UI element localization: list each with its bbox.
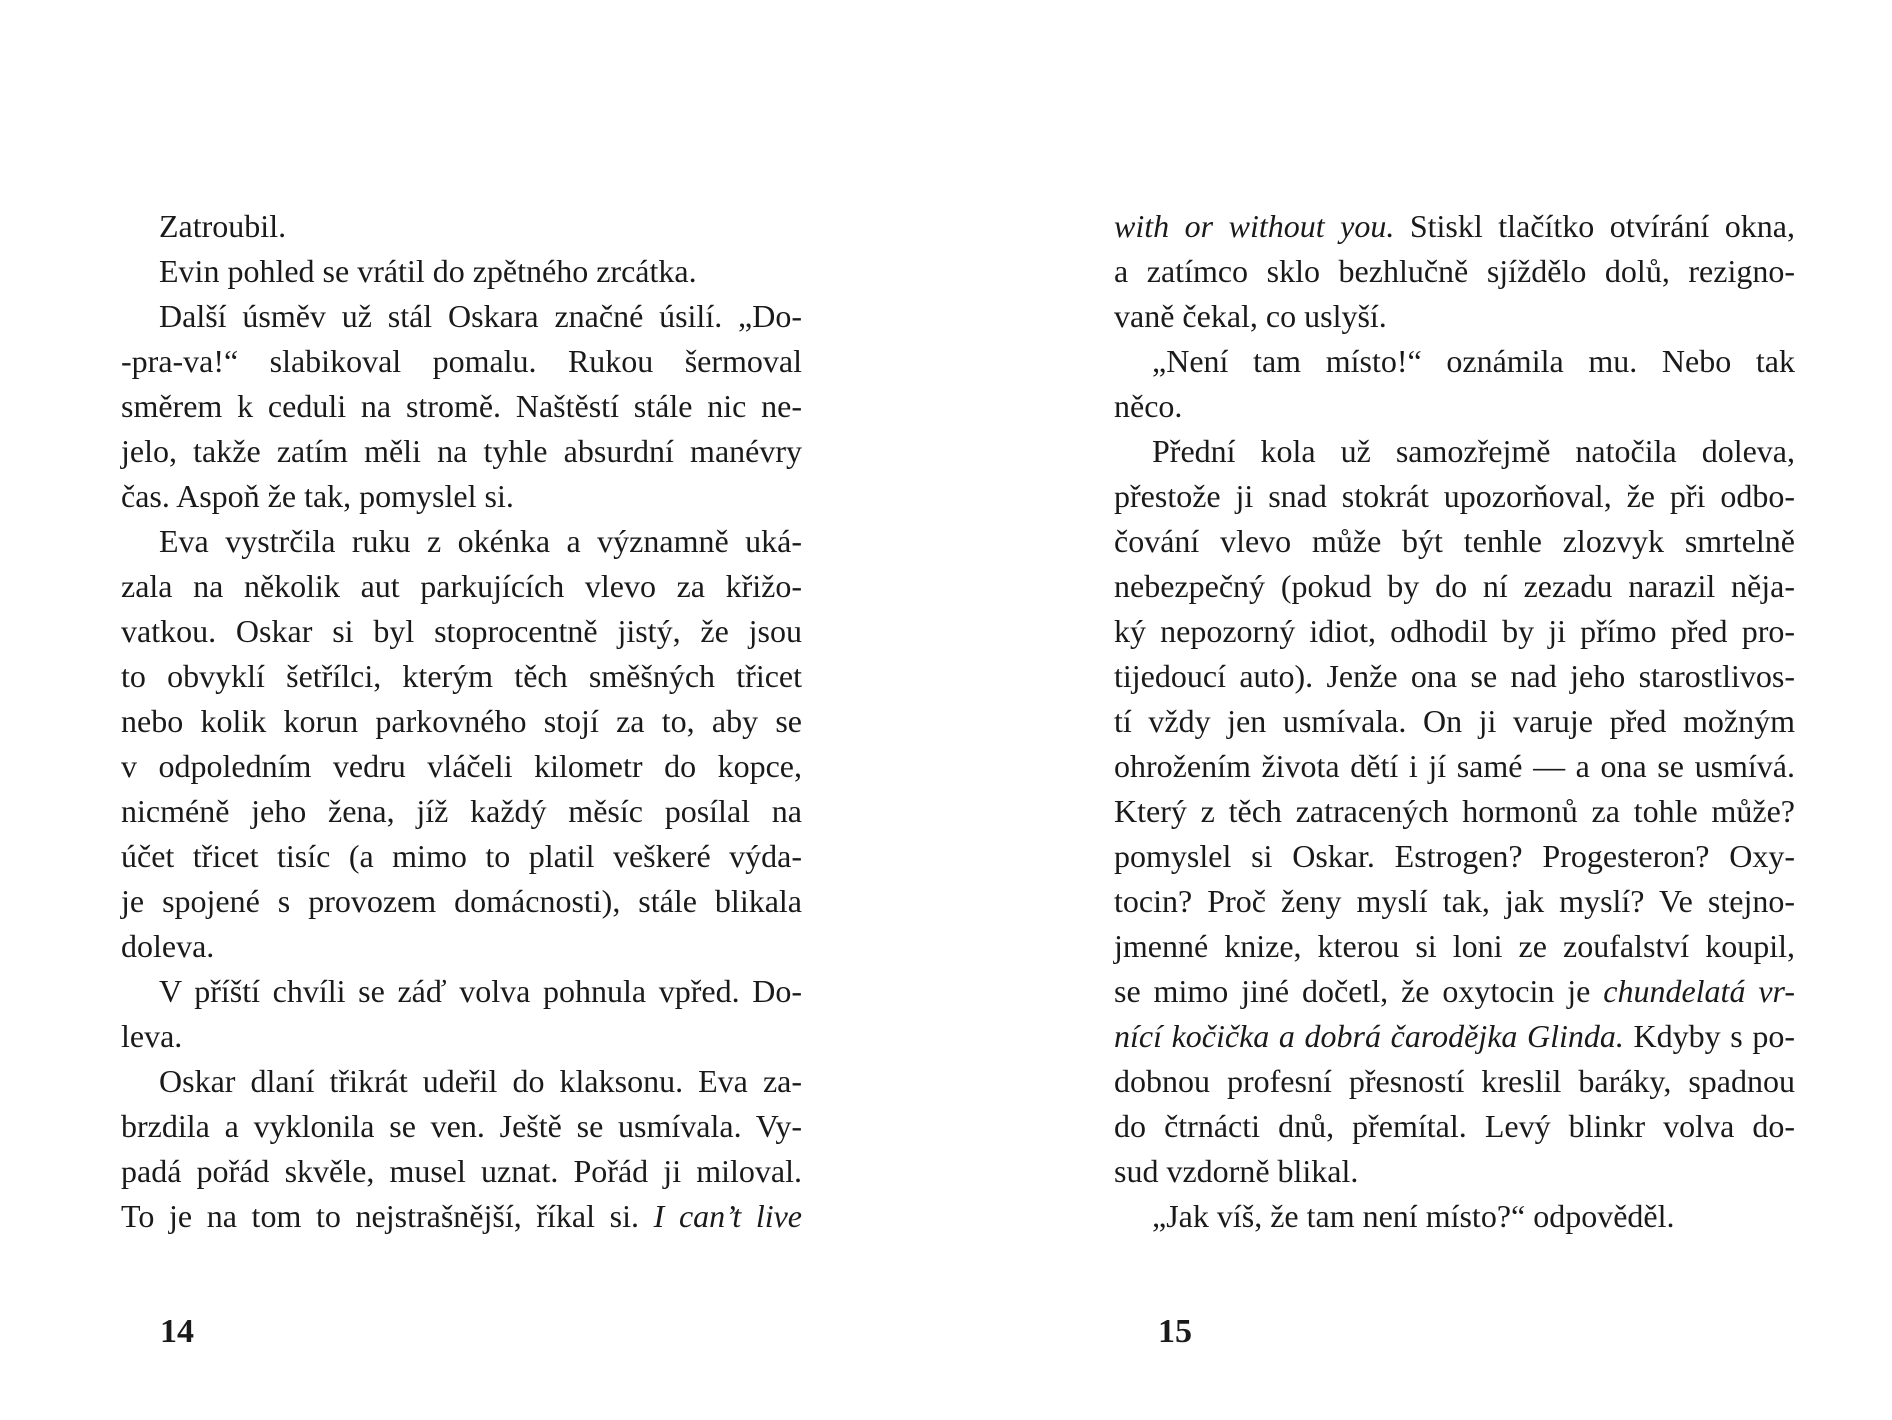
line-text: brzdila a vyklonila se ven. Ještě se usmívala. Vy- — [121, 1108, 802, 1144]
text-line — [1114, 654, 1795, 699]
text-line — [121, 294, 802, 339]
line-text: padá pořád skvěle, musel uznat. Pořád ji miloval. — [121, 1153, 802, 1189]
line-text: tocin? Proč ženy myslí tak, jak myslí? Ve stejno- — [1114, 883, 1795, 919]
text-line — [1114, 1149, 1795, 1194]
line-text: to obvyklí šetřílci, kterým těch směšných třicet — [121, 658, 802, 694]
text-line — [121, 249, 802, 294]
text-line — [1114, 699, 1795, 744]
text-line — [121, 1194, 802, 1239]
text-line — [1114, 564, 1795, 609]
left-page-text — [121, 204, 802, 1239]
line-text: Zatroubil. — [159, 208, 287, 244]
line-text: -pra-va!“ slabikoval pomalu. Rukou šermoval — [121, 343, 802, 379]
text-line — [1114, 204, 1795, 249]
italic-text: chundelatá vr- — [1603, 973, 1796, 1009]
line-text: ký nepozorný idiot, odhodil by ji přímo před pro- — [1114, 613, 1795, 649]
line-text: V příští chvíli se záď volva pohnula vpřed. Do- — [159, 973, 802, 1009]
line-text: přestože ji snad stokrát upozorňoval, že při odbo- — [1114, 478, 1795, 514]
text-line — [121, 879, 802, 924]
text-line — [1114, 1014, 1795, 1059]
line-text: jelo, takže zatím měli na tyhle absurdní manévry — [121, 433, 802, 469]
text-line — [121, 474, 802, 519]
text-line — [121, 1059, 802, 1104]
text-line — [1114, 924, 1795, 969]
italic-text: nící kočička a dobrá čarodějka Glinda. — [1114, 1018, 1624, 1054]
text-line — [121, 744, 802, 789]
line-text: Který z těch zatracených hormonů za tohle může? — [1114, 793, 1795, 829]
right-page — [1114, 204, 1795, 1239]
left-page-number: 14 — [160, 1313, 194, 1350]
line-text: nebo kolik korun parkovného stojí za to, aby se — [121, 703, 802, 739]
line-text: pomyslel si Oskar. Estrogen? Progesteron? Oxy- — [1114, 838, 1795, 874]
line-text: něco. — [1114, 388, 1183, 424]
line-text: „Jak víš, že tam není místo?“ odpověděl. — [1152, 1198, 1675, 1234]
text-line — [121, 1149, 802, 1194]
line-text: do čtrnácti dnů, přemítal. Levý blinkr volva do- — [1114, 1108, 1795, 1144]
text-line — [121, 699, 802, 744]
text-line — [121, 204, 802, 249]
line-text: čování vlevo může být tenhle zlozvyk smrtelně — [1114, 523, 1795, 559]
text-line — [121, 834, 802, 879]
text-line — [1114, 339, 1795, 384]
line-text: tijedoucí auto). Jenže ona se nad jeho starostlivos- — [1114, 658, 1795, 694]
line-text: tí vždy jen usmívala. On ji varuje před možným — [1114, 703, 1795, 739]
text-line — [121, 789, 802, 834]
text-line — [121, 924, 802, 969]
text-line — [121, 384, 802, 429]
line-text: se mimo jiné dočetl, že oxytocin je — [1114, 973, 1604, 1009]
italic-text: with or without you. — [1114, 208, 1395, 244]
text-line — [1114, 294, 1795, 339]
line-text: Oskar dlaní třikrát udeřil do klaksonu. Eva za- — [159, 1063, 802, 1099]
text-line — [1114, 609, 1795, 654]
text-line — [121, 564, 802, 609]
text-line — [121, 1014, 802, 1059]
line-text: Přední kola už samozřejmě natočila doleva, — [1152, 433, 1795, 469]
text-line — [1114, 249, 1795, 294]
line-text: a zatímco sklo bezhlučně sjíždělo dolů, rezigno- — [1114, 253, 1795, 289]
line-text: doleva. — [121, 928, 215, 964]
line-text: účet třicet tisíc (a mimo to platil veškeré výda- — [121, 838, 802, 874]
line-text: je spojené s provozem domácnosti), stále blikala — [121, 883, 802, 919]
text-line — [1114, 519, 1795, 564]
line-text: ohrožením života dětí i jí samé — a ona se usmívá. — [1114, 748, 1795, 784]
line-text: dobnou profesní přesností kreslil baráky, spadnou — [1114, 1063, 1795, 1099]
line-text: „Není tam místo!“ oznámila mu. Nebo tak — [1152, 343, 1795, 379]
right-page-text — [1114, 204, 1795, 1239]
italic-text: I can’t live — [653, 1198, 803, 1234]
line-text: Eva vystrčila ruku z okénka a významně uká- — [159, 523, 802, 559]
text-line — [1114, 384, 1795, 429]
line-text: v odpoledním vedru vláčeli kilometr do kopce, — [121, 748, 802, 784]
text-line — [1114, 969, 1795, 1014]
text-line — [1114, 1104, 1795, 1149]
line-text: vaně čekal, co uslyší. — [1114, 298, 1387, 334]
text-line — [1114, 1059, 1795, 1104]
right-page-number: 15 — [1158, 1313, 1192, 1350]
line-text: Evin pohled se vrátil do zpětného zrcátka. — [159, 253, 697, 289]
line-text: jmenné knize, kterou si loni ze zoufalství koupil, — [1114, 928, 1795, 964]
text-line — [1114, 429, 1795, 474]
line-text: leva. — [121, 1018, 183, 1054]
line-text: To je na tom to nejstrašnější, říkal si. — [121, 1198, 654, 1234]
line-text: Kdyby s po- — [1623, 1018, 1796, 1054]
text-line — [121, 339, 802, 384]
text-line — [121, 969, 802, 1014]
text-line — [121, 609, 802, 654]
text-line — [121, 654, 802, 699]
line-text: nicméně jeho žena, jíž každý měsíc posílal na — [121, 793, 802, 829]
line-text: Další úsměv už stál Oskara značné úsilí. „Do- — [159, 298, 802, 334]
line-text: zala na několik aut parkujících vlevo za křižo- — [121, 568, 802, 604]
text-line — [121, 1104, 802, 1149]
text-line — [1114, 789, 1795, 834]
line-text: Stiskl tlačítko otvírání okna, — [1394, 208, 1796, 244]
text-line — [1114, 1194, 1795, 1239]
text-line — [1114, 834, 1795, 879]
line-text: sud vzdorně blikal. — [1114, 1153, 1359, 1189]
text-line — [1114, 474, 1795, 519]
line-text: nebezpečný (pokud by do ní zezadu narazil něja- — [1114, 568, 1795, 604]
text-line — [121, 429, 802, 474]
text-line — [1114, 879, 1795, 924]
line-text: vatkou. Oskar si byl stoprocentně jistý, že jsou — [121, 613, 802, 649]
line-text: čas. Aspoň že tak, pomyslel si. — [121, 478, 514, 514]
left-page — [121, 204, 802, 1239]
line-text: směrem k ceduli na stromě. Naštěstí stále nic ne- — [121, 388, 802, 424]
text-line — [1114, 744, 1795, 789]
text-line — [121, 519, 802, 564]
